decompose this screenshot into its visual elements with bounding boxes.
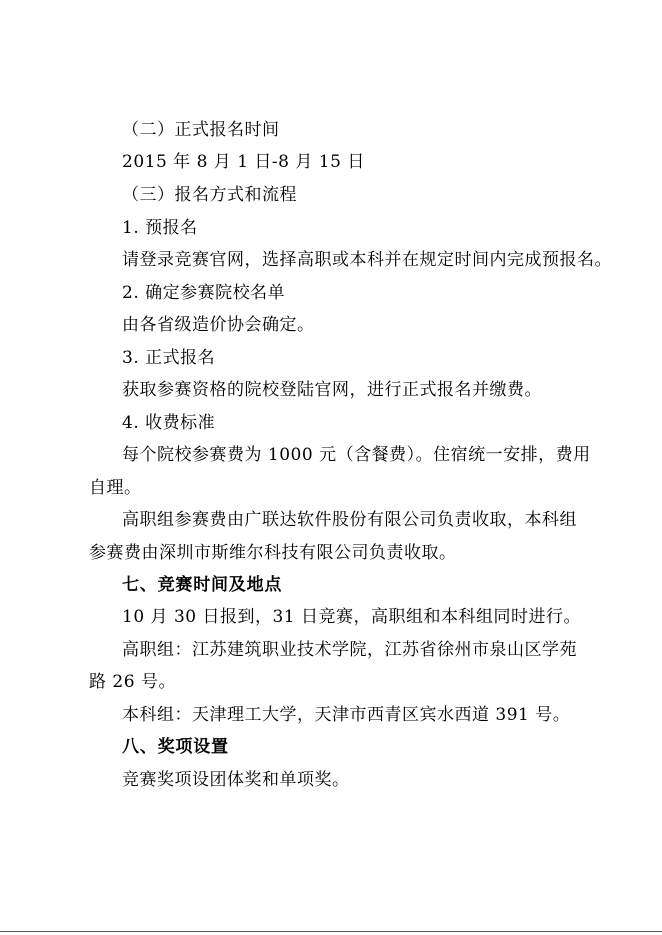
paragraph-vocational-venue-line-2: 路 26 号。 bbox=[89, 672, 176, 692]
paragraph-fee-line-2: 自理。 bbox=[89, 478, 142, 498]
paragraph-competition-dates: 10 月 30 日报到，31 日竞赛，高职组和本科组同时进行。 bbox=[122, 607, 582, 627]
paragraph-fee-line-1: 每个院校参赛费为 1000 元（含餐费）。住宿统一安排，费用 bbox=[122, 445, 591, 465]
item-pre-registration: 1. 预报名 bbox=[122, 218, 198, 238]
item-confirm-schools: 2. 确定参赛院校名单 bbox=[122, 283, 286, 303]
paragraph-vocational-venue-line-1: 高职组：江苏建筑职业技术学院，江苏省徐州市泉山区学苑 bbox=[122, 640, 577, 660]
paragraph-confirm-schools: 由各省级造价协会确定。 bbox=[122, 315, 315, 335]
section-heading-awards: 八、奖项设置 bbox=[122, 737, 229, 757]
registration-date-range: 2015 年 8 月 1 日-8 月 15 日 bbox=[122, 152, 365, 172]
paragraph-undergraduate-venue: 本科组：天津理工大学，天津市西青区宾水西道 391 号。 bbox=[122, 705, 571, 725]
item-formal-registration: 3. 正式报名 bbox=[122, 348, 216, 368]
section-heading-competition-time-place: 七、竞赛时间及地点 bbox=[122, 575, 283, 595]
paragraph-pre-registration: 请登录竞赛官网，选择高职或本科并在规定时间内完成预报名。 bbox=[122, 250, 612, 270]
subheading-registration-method: （三）报名方式和流程 bbox=[122, 185, 297, 205]
paragraph-awards: 竞赛奖项设团体奖和单项奖。 bbox=[122, 770, 350, 790]
page-bottom-divider bbox=[0, 931, 662, 932]
paragraph-fee-collection-line-2: 参赛费由深圳市斯维尔科技有限公司负责收取。 bbox=[89, 543, 457, 563]
item-fee-standard: 4. 收费标准 bbox=[122, 413, 216, 433]
paragraph-fee-collection-line-1: 高职组参赛费由广联达软件股份有限公司负责收取，本科组 bbox=[122, 510, 577, 530]
paragraph-formal-registration: 获取参赛资格的院校登陆官网，进行正式报名并缴费。 bbox=[122, 380, 542, 400]
subheading-formal-registration-time: （二）正式报名时间 bbox=[122, 120, 280, 140]
